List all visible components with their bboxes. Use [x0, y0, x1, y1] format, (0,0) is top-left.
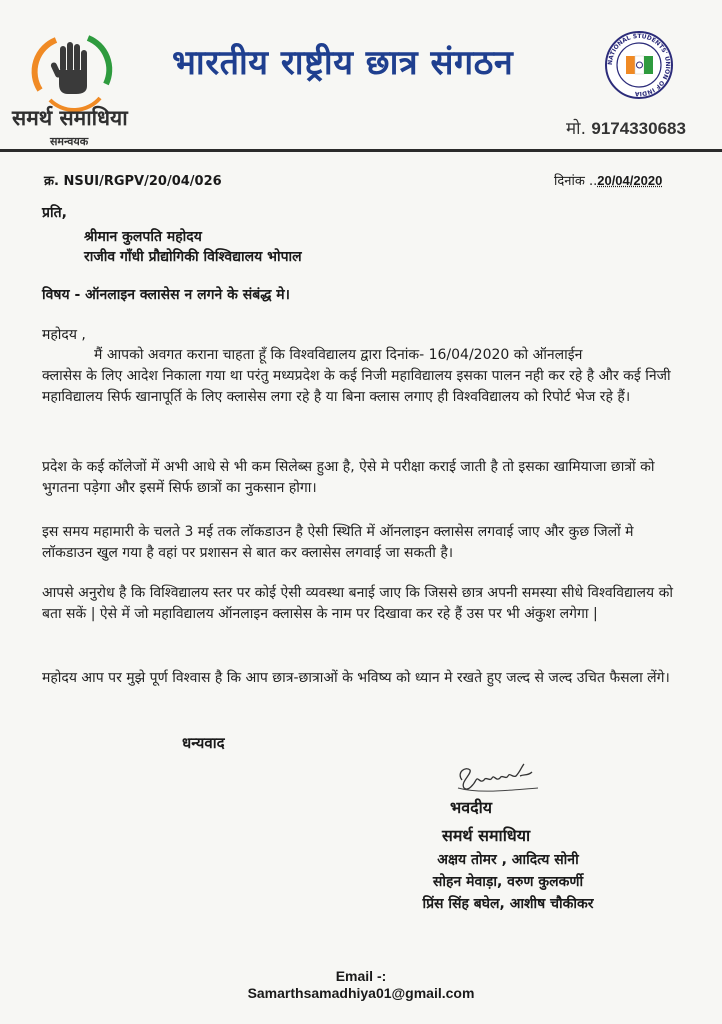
body-paragraph-4: आपसे अनुरोध है कि विश्विद्यालय स्तर पर कोई ऐसी व्यवस्था बनाई जाए कि जिससे छात्र अपनी समस्या सीधे विश्वविद्यालय को बता सकें | ऐसे में जो महाविद्यालय ऑनलाइन क्लासेस के नाम पर दिखावा कर रहे हैं उस पर भी अंकुश लगेगा | — [42, 585, 673, 622]
member-line: सोहन मेवाड़ा, वरुण कुलकर्णी — [432, 874, 584, 890]
handwritten-signature — [450, 758, 550, 798]
subject-line: विषय - ऑनलाइन क्लासेस न लगने के संबंद्ध मे। — [42, 287, 290, 303]
email-address: Samarthsamadhiya01@gmail.com — [247, 985, 475, 1001]
sender-role: समन्वयक — [50, 135, 89, 148]
reference-label: क्र. — [44, 174, 59, 189]
body-paragraph-2: प्रदेश के कई कॉलेजों में अभी आधे से भी कम सिलेब्स हुआ है, ऐसे मे परीक्षा कराई जाती है तो इसका खामियाजा छात्रों को भुगतना पड़ेगा और इसमें सिर्फ छात्रों का नुकसान होगा। — [42, 459, 655, 496]
letter-date — [554, 171, 662, 189]
sign-off: भवदीय — [450, 798, 493, 817]
thanks-text: धन्यवाद — [182, 734, 225, 752]
header-divider — [0, 149, 722, 152]
member-line: अक्षय तोमर , आदित्य सोनी — [437, 852, 579, 868]
recipient-label: प्रति, — [42, 205, 67, 221]
email-label: Email -: — [335, 968, 387, 984]
reference-value: NSUI/RGPV/20/04/026 — [63, 174, 222, 189]
salutation: महोदय , — [42, 327, 86, 343]
paragraph-1-continued: क्लासेस के लिए आदेश निकाला गया था परंतु मध्यप्रदेश के कई निजी महाविद्यालय इसका पालन नही कर रहे है और कई निजी महाविद्यालय सिर्फ खानापूर्ति के लिए क्लासेस लगा रहे है या बिना क्लास लगाए ही विश्वविद्यालय को रिपोर्ट भेज रहे हैं। — [42, 368, 671, 405]
member-line: प्रिंस सिंह बघेल, आशीष चौकीकर — [422, 896, 594, 912]
organization-title: भारतीय राष्ट्रीय छात्र संगठन — [172, 43, 514, 83]
date-value: 20/04/2020 — [597, 173, 663, 188]
seal-text: NATIONAL STUDENTS' UNION OF INDIA — [606, 32, 672, 98]
recipient-line-2: राजीव गाँधी प्रौद्योगिकी विश्विद्यालय भोपाल — [84, 249, 302, 265]
body-paragraph-5: महोदय आप पर मुझे पूर्ण विश्वास है कि आप छात्र-छात्राओं के भविष्य को ध्यान मे रखते हुए जल्द से जल्द उचित फैसला लेंगे। — [42, 670, 670, 686]
mobile-value: 9174330683 — [591, 119, 686, 138]
nsui-seal-icon — [604, 30, 674, 100]
body-paragraph-1 — [42, 345, 682, 408]
signer-name: समर्थ समाधिया — [442, 826, 531, 845]
reference-number — [44, 171, 222, 189]
body-paragraph-3: इस समय महामारी के चलते 3 मई तक लॉकडाउन है ऐसी स्थिति में ऑनलाइन क्लासेस लगवाई जाए और कुछ जिलों मे लॉकडाउन खुल गया है वहां पर प्रशासन से बात कर क्लासेस लगवाई जा सकती है। — [42, 524, 634, 561]
mobile-number — [566, 116, 686, 139]
paragraph-1-first-line: मैं आपको अवगत कराना चाहता हूँ कि विश्वविद्यालय द्वारा दिनांक- 16/04/2020 को ऑनलाईन — [94, 347, 583, 363]
congress-hand-logo — [30, 28, 114, 112]
recipient-line-1: श्रीमान कुलपति महोदय — [84, 229, 202, 245]
date-label: दिनांक .. — [554, 174, 598, 189]
mobile-label: मो. — [566, 119, 586, 139]
sender-name: समर्थ समाधिया — [12, 106, 128, 130]
